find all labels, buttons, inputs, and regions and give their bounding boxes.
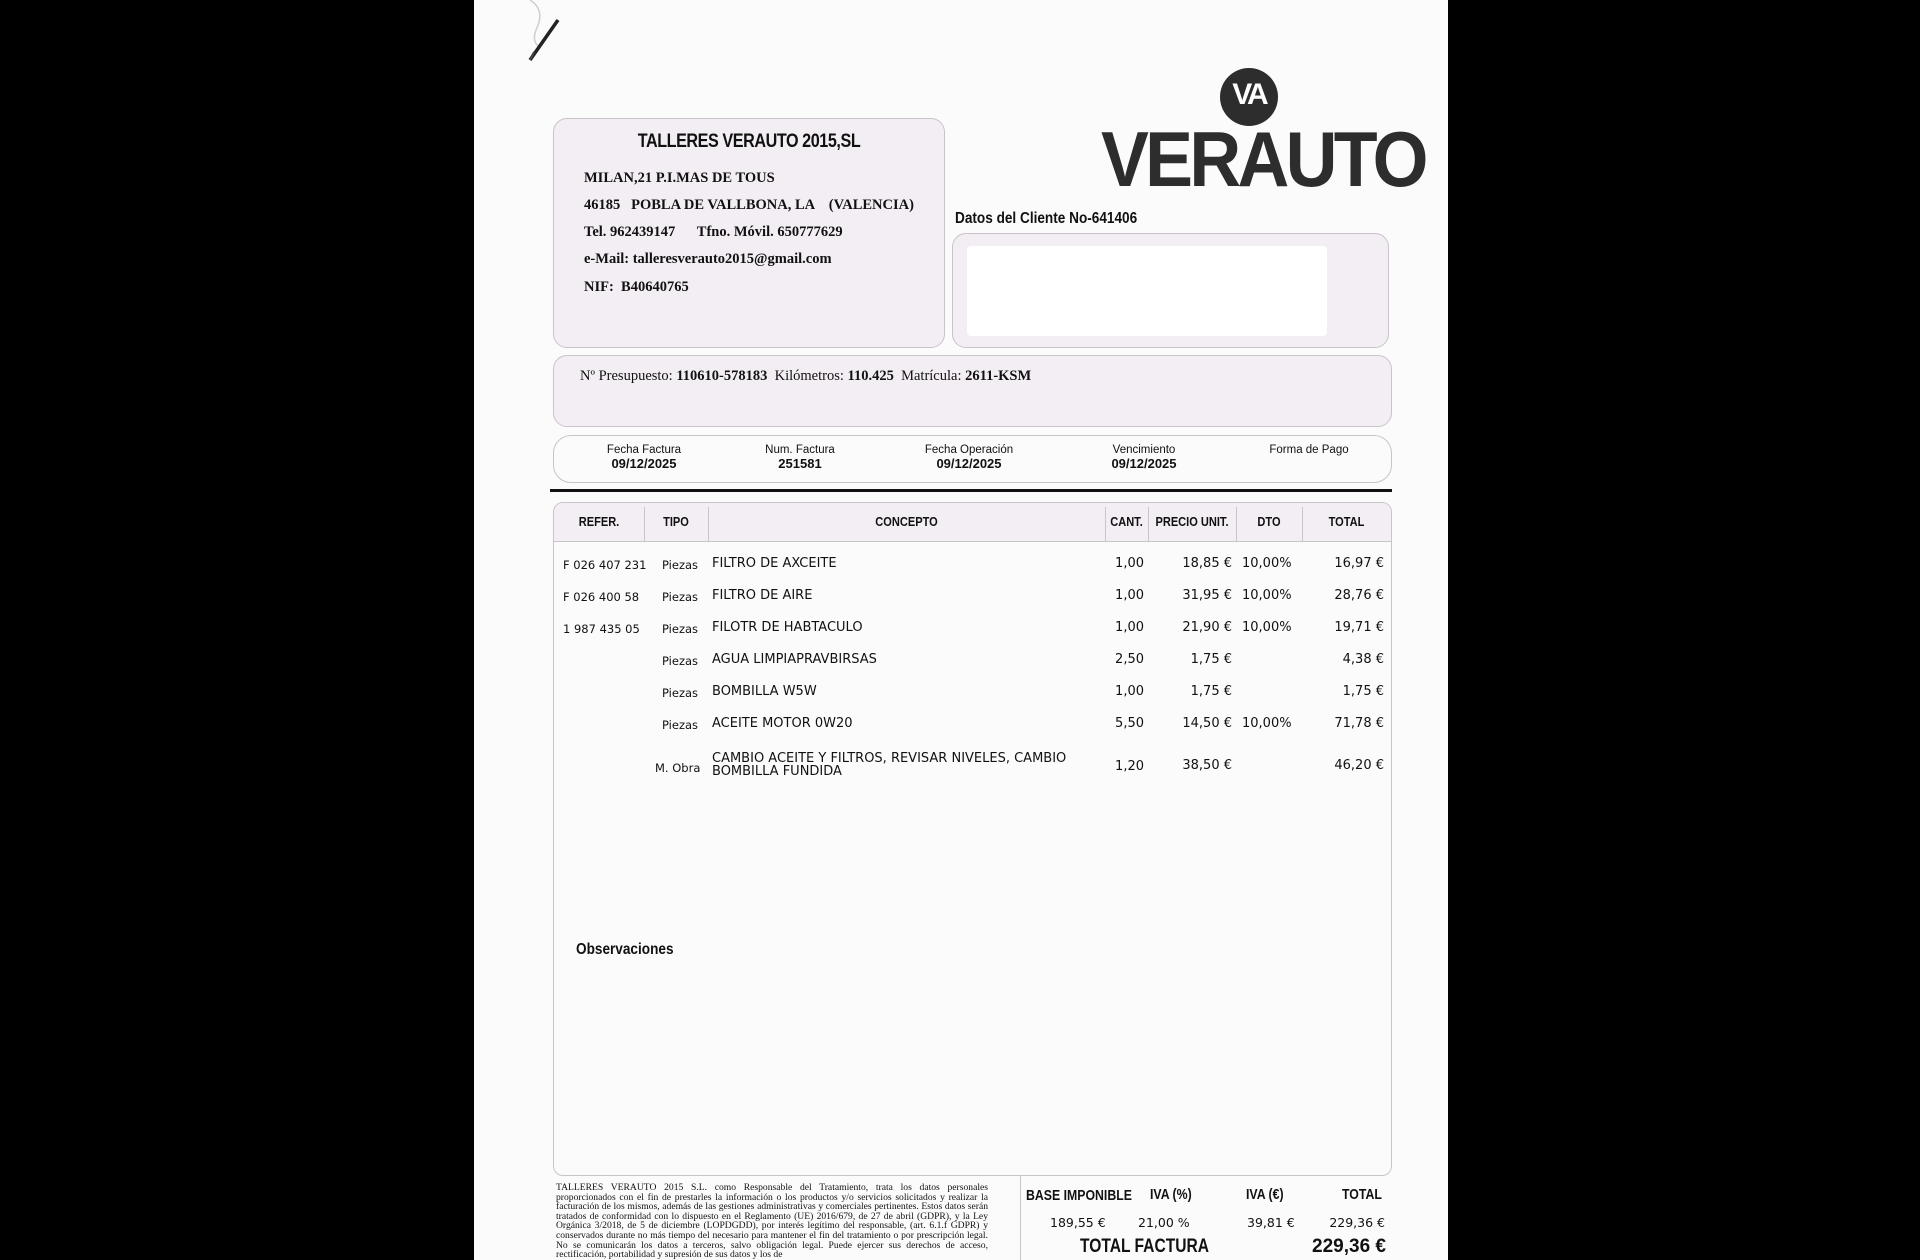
table-row: Piezas ACEITE MOTOR 0W20 5,50 14,50 € 10,00% 71,78 € — [662, 716, 1384, 732]
base-imponible-label: BASE IMPONIBLE — [1026, 1187, 1132, 1204]
company-info-box — [553, 118, 945, 348]
redacted-client-area — [967, 246, 1327, 336]
invoice-page — [474, 0, 1448, 1260]
verauto-logo-mark: VA — [1220, 68, 1278, 126]
num-factura: Num. Factura 251581 — [765, 444, 835, 471]
torn-corner-mark — [524, 0, 564, 66]
col-concepto: CONCEPTO — [875, 514, 938, 529]
privacy-legal-text: TALLERES VERAUTO 2015 S.L. como Responsable del Tratamiento, trata los datos personales proporcionados con el fin de prestarles la información o los productos y/o servicios solicitados y realizar la facturación de los mismos, además de las gestiones administrativas y comerciales pertinentes. Estos datos serán tratados de conformidad con lo dispuesto en el Reglamento (UE) 2016/679, de 27 de abril (GDPR), y la Ley Orgánica 3/2018, de 5 de diciembre (LOPDGDD), por interés legítimo del responsable, (art. 6.1.f GDPR) y conservados durante no más tiempo del necesario para mantener el fin del tratamiento o por prescripción legal. No se comunicarán los datos a terceros, salvo obligación legal. Puede ejercer sus derechos de acceso, rectificación, portabilidad y supresión de sus datos y los de — [556, 1183, 988, 1260]
company-nif: NIF: B40640765 — [584, 279, 689, 295]
company-address: MILAN,21 P.I.MAS DE TOUS — [584, 170, 775, 186]
total-factura-label: TOTAL FACTURA — [1080, 1236, 1209, 1257]
table-row: Piezas AGUA LIMPIAPRAVBIRSAS 2,50 1,75 € 4,38 € — [662, 652, 1384, 668]
header-rule — [550, 489, 1392, 492]
table-header-row — [554, 503, 1391, 542]
vehicle-info-line: Nº Presupuesto: 110610-578183 Kilómetros: 110.425 Matrícula: 2611-KSM — [580, 368, 1032, 384]
fecha-factura: Fecha Factura 09/12/2025 — [606, 444, 682, 471]
observaciones-label: Observaciones — [576, 941, 674, 958]
col-precio-unit: PRECIO UNIT. — [1155, 514, 1229, 529]
company-phones: Tel. 962439147 Tfno. Móvil. 650777629 — [584, 224, 843, 240]
table-row: 1 987 435 05 Piezas FILOTR DE HABTACULO 1,00 21,90 € 10,00% 19,71 € — [563, 620, 1384, 636]
col-refer: REFER. — [578, 514, 620, 529]
items-table — [553, 502, 1392, 1176]
verauto-logo-word: VERAUTO — [1101, 115, 1425, 203]
invoice-info-box — [553, 435, 1392, 483]
col-dto: DTO — [1257, 514, 1281, 529]
total-factura-value: 229,36 € — [1312, 1236, 1386, 1257]
table-row: F 026 407 231 Piezas FILTRO DE AXCEITE 1,00 18,85 € 10,00% 16,97 € — [563, 556, 1384, 572]
matricula-value: 2611-KSM — [965, 368, 1032, 384]
client-data-label: Datos del Cliente No-641406 — [955, 210, 1138, 227]
iva-pct-value: 21,00 % — [1138, 1215, 1190, 1230]
vehicle-info-box — [553, 355, 1392, 427]
company-email: e-Mail: talleresverauto2015@gmail.com — [584, 251, 832, 267]
forma-de-pago: Forma de Pago — [1269, 444, 1349, 456]
total-value: 229,36 € — [1329, 1215, 1385, 1230]
company-city: 46185 POBLA DE VALLBONA, LA (VALENCIA) — [584, 197, 914, 213]
presupuesto-value: 110610-578183 — [676, 368, 768, 384]
base-imponible-value: 189,55 € — [1050, 1215, 1106, 1230]
iva-eur-value: 39,81 € — [1247, 1215, 1295, 1230]
table-row: F 026 400 58 Piezas FILTRO DE AIRE 1,00 31,95 € 10,00% 28,76 € — [563, 588, 1384, 604]
iva-eur-label: IVA (€) — [1246, 1186, 1284, 1203]
kilometros-value: 110.425 — [847, 368, 894, 384]
company-name: TALLERES VERAUTO 2015,SL — [637, 131, 861, 152]
total-label: TOTAL — [1342, 1186, 1382, 1203]
table-row-labor: M. Obra CAMBIO ACEITE Y FILTROS, REVISAR NIVELES, CAMBIO BOMBILLA FUNDIDA 1,20 38,50 € 46,20 € — [655, 751, 1384, 779]
totals-box — [1022, 1176, 1390, 1260]
client-data-box — [952, 233, 1389, 348]
vencimiento: Vencimiento 09/12/2025 — [1111, 444, 1177, 471]
fecha-operacion: Fecha Operación 09/12/2025 — [924, 444, 1014, 471]
col-total: TOTAL — [1328, 514, 1365, 529]
col-cant: CANT. — [1110, 514, 1143, 529]
iva-pct-label: IVA (%) — [1150, 1186, 1192, 1203]
col-tipo: TIPO — [663, 514, 689, 529]
table-row: Piezas BOMBILLA W5W 1,00 1,75 € 1,75 € — [662, 684, 1384, 700]
totals-divider — [1020, 1176, 1021, 1260]
